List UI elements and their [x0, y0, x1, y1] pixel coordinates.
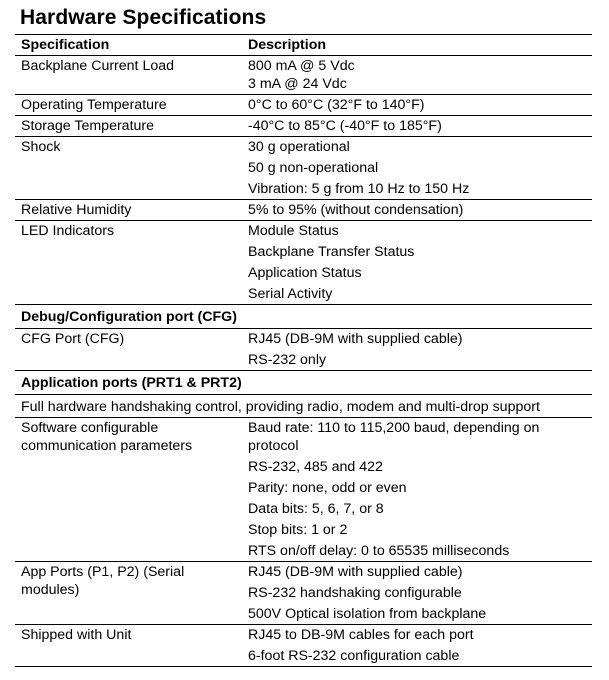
cell-line: RS-232 only [248, 352, 327, 368]
table-row [15, 562, 592, 625]
cell-line: Backplane Transfer Status [248, 244, 415, 260]
spec-cell [15, 137, 242, 200]
cell-line: Backplane Current Load [21, 58, 175, 74]
cell-line: protocol [248, 438, 299, 454]
cell-line: 30 g operational [248, 139, 350, 155]
header-description: Description [242, 35, 592, 56]
app-note-label: Full hardware handshaking control, providing radio, modem and multi-drop support [15, 395, 592, 418]
spec-cell [15, 221, 242, 305]
cell-line: RJ45 (DB-9M with supplied cable) [248, 331, 463, 347]
section-app [15, 371, 592, 395]
spec-cell [15, 625, 242, 667]
cell-line: 6-foot RS-232 configuration cable [248, 648, 460, 664]
description-cell [242, 116, 592, 137]
spec-table [15, 34, 592, 667]
section-cfg-label: Debug/Configuration port (CFG) [15, 305, 592, 329]
header-specification: Specification [15, 35, 242, 56]
description-cell [242, 200, 592, 221]
description-cell [242, 137, 592, 200]
cell-line: modules) [21, 582, 80, 598]
cell-line: Stop bits: 1 or 2 [248, 522, 348, 538]
cell-line: Application Status [248, 265, 362, 281]
cell-line: 0°C to 60°C (32°F to 140°F) [248, 97, 425, 113]
cell-line: Vibration: 5 g from 10 Hz to 150 Hz [248, 181, 470, 197]
cell-line: 50 g non-operational [248, 160, 379, 176]
description-cell [242, 418, 592, 562]
cell-line: CFG Port (CFG) [21, 331, 125, 347]
description-cell [242, 625, 592, 667]
table-row [15, 95, 592, 116]
cell-line: -40°C to 85°C (-40°F to 185°F) [248, 118, 442, 134]
table-header-row [15, 35, 592, 56]
spec-table-body [15, 35, 592, 667]
table-row [15, 56, 592, 95]
description-cell [242, 221, 592, 305]
table-row [15, 625, 592, 667]
spec-cell [15, 200, 242, 221]
table-row [15, 137, 592, 200]
cell-line: RS-232 handshaking configurable [248, 585, 462, 601]
table-row [15, 200, 592, 221]
section-cfg [15, 305, 592, 329]
cell-line: RS-232, 485 and 422 [248, 459, 383, 475]
table-row [15, 116, 592, 137]
spec-cell [15, 116, 242, 137]
cell-line: 5% to 95% (without condensation) [248, 202, 464, 218]
cell-line: Parity: none, odd or even [248, 480, 407, 496]
description-cell [242, 329, 592, 371]
spec-cell [15, 562, 242, 625]
cell-line: Storage Temperature [21, 118, 155, 134]
app-note [15, 395, 592, 418]
table-row [15, 329, 592, 371]
cell-line: RJ45 to DB-9M cables for each port [248, 627, 474, 643]
cell-line: 3 mA @ 24 Vdc [248, 76, 347, 92]
spec-cell [15, 95, 242, 116]
cell-line: Serial Activity [248, 286, 333, 302]
cell-line: RTS on/off delay: 0 to 65535 milliseconds [248, 543, 510, 559]
description-cell [242, 562, 592, 625]
cell-line: communication parameters [21, 438, 193, 454]
spec-cell [15, 56, 242, 95]
spec-cell [15, 418, 242, 562]
cell-line: Operating Temperature [21, 97, 167, 113]
description-cell [242, 95, 592, 116]
cell-line: Module Status [248, 223, 339, 239]
cell-line: Shipped with Unit [21, 627, 132, 643]
page-title: Hardware Specifications [20, 6, 267, 29]
spec-cell [15, 329, 242, 371]
table-row [15, 221, 592, 305]
cell-line: Software configurable [21, 420, 159, 436]
cell-line: Shock [21, 139, 61, 155]
cell-line: RJ45 (DB-9M with supplied cable) [248, 564, 463, 580]
cell-line: Data bits: 5, 6, 7, or 8 [248, 501, 384, 517]
cell-line: LED Indicators [21, 223, 115, 239]
section-app-label: Application ports (PRT1 & PRT2) [15, 371, 592, 395]
cell-line: 800 mA @ 5 Vdc [248, 58, 355, 74]
table-row [15, 418, 592, 562]
description-cell [242, 56, 592, 95]
cell-line: Relative Humidity [21, 202, 132, 218]
cell-line: App Ports (P1, P2) (Serial [21, 564, 185, 580]
cell-line: Baud rate: 110 to 115,200 baud, depending on [248, 420, 540, 436]
cell-line: 500V Optical isolation from backplane [248, 606, 487, 622]
